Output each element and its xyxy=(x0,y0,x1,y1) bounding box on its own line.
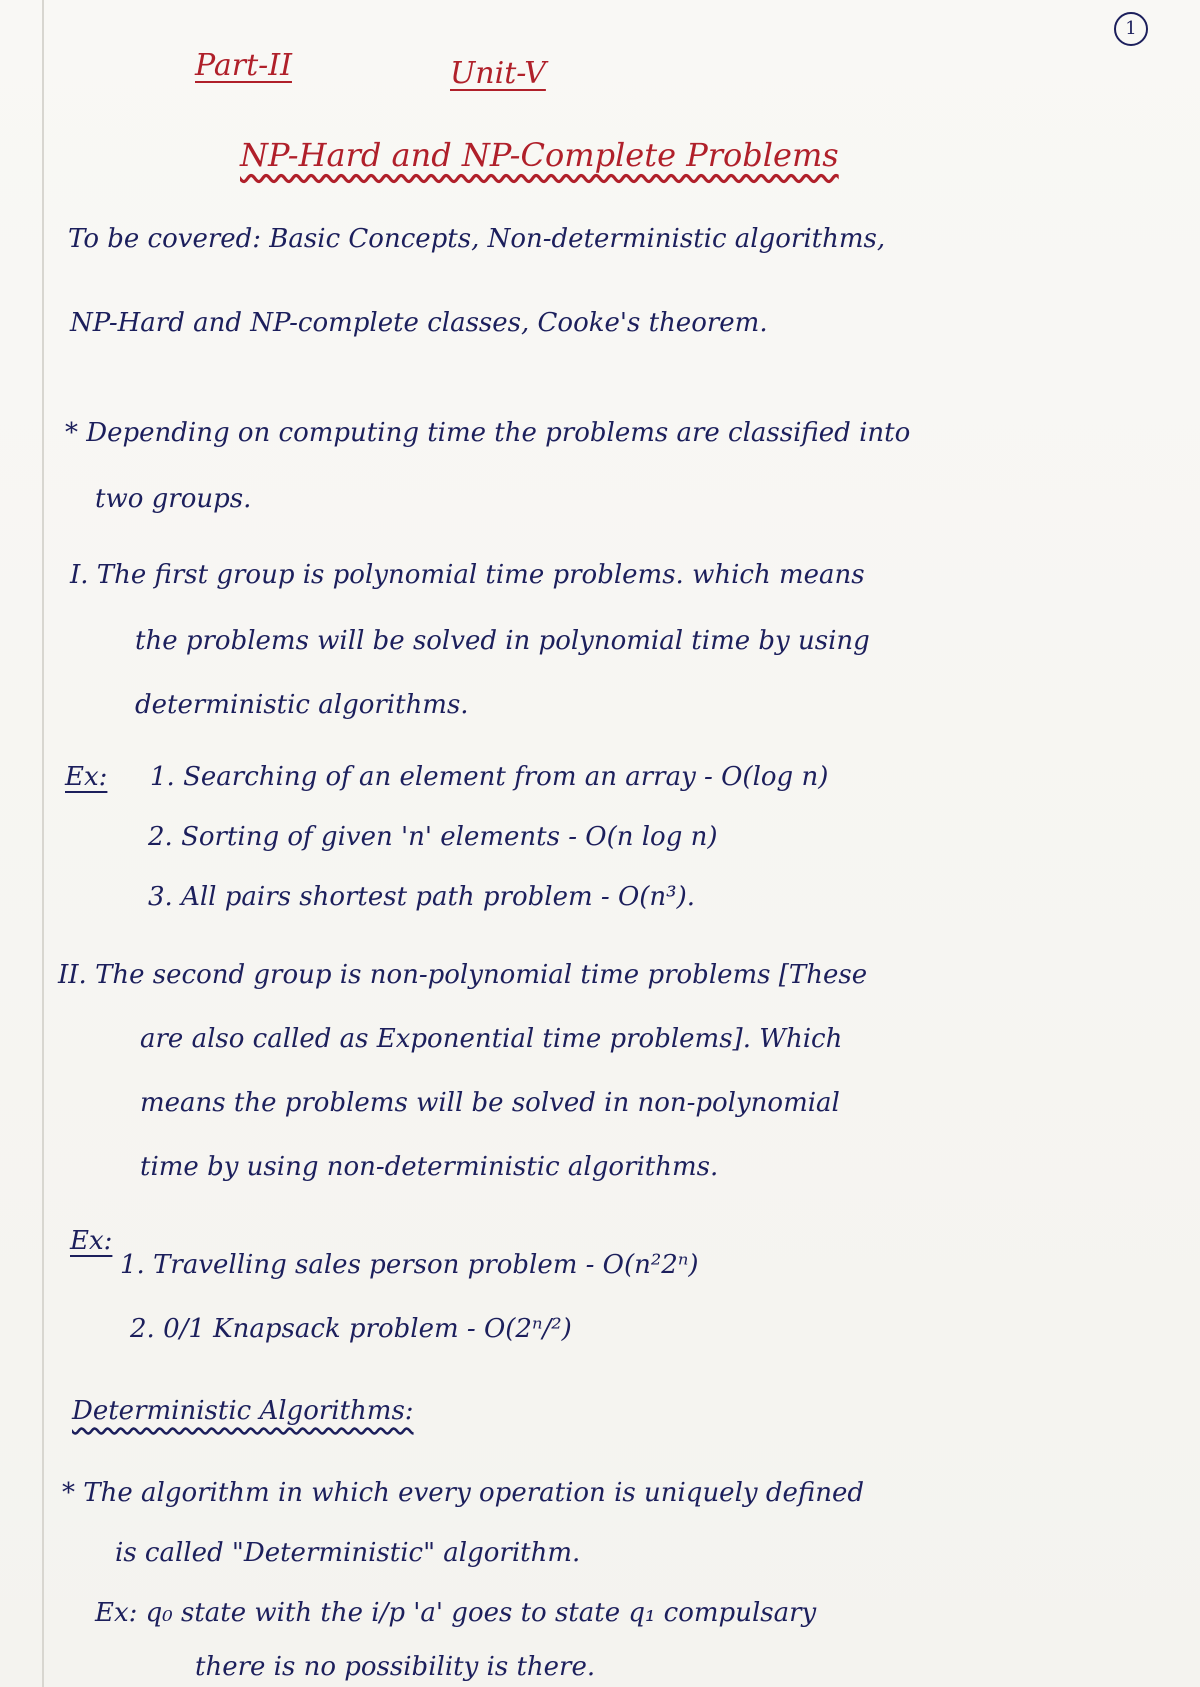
group2-line-1: II. The second group is non-polynomial time problems [These xyxy=(58,960,868,990)
group1-example-1: 1. Searching of an element from an array - O(log n) xyxy=(150,762,829,792)
group2-example-2: 2. 0/1 Knapsack problem - O(2ⁿ/²) xyxy=(130,1314,572,1344)
unit-label: Unit-V xyxy=(450,56,546,91)
deterministic-line-1: * The algorithm in which every operation is uniquely defined xyxy=(62,1478,864,1508)
covered-line-2: NP-Hard and NP-complete classes, Cooke's theorem. xyxy=(70,308,768,338)
page-title: NP-Hard and NP-Complete Problems xyxy=(240,136,839,174)
deterministic-example-line-1: Ex: q₀ state with the i/p 'a' goes to state q₁ compulsary xyxy=(95,1598,817,1628)
group2-line-4: time by using non-deterministic algorithms. xyxy=(140,1152,719,1182)
part-label: Part-II xyxy=(195,48,292,83)
group1-example-3: 3. All pairs shortest path problem - O(n³). xyxy=(148,882,695,912)
group1-example-2: 2. Sorting of given 'n' elements - O(n log n) xyxy=(148,822,718,852)
classification-line-1: * Depending on computing time the problems are classified into xyxy=(65,418,911,448)
group1-line-2: the problems will be solved in polynomial time by using xyxy=(135,626,870,656)
deterministic-line-2: is called "Deterministic" algorithm. xyxy=(115,1538,581,1568)
classification-line-2: two groups. xyxy=(95,484,252,514)
page-number: 1 xyxy=(1114,12,1148,46)
group1-line-3: deterministic algorithms. xyxy=(135,690,469,720)
group2-line-2: are also called as Exponential time problems]. Which xyxy=(140,1024,843,1054)
group2-line-3: means the problems will be solved in non-polynomial xyxy=(140,1088,840,1118)
deterministic-heading: Deterministic Algorithms: xyxy=(72,1396,414,1426)
group1-example-label: Ex: xyxy=(65,762,108,792)
margin-line xyxy=(42,0,44,1687)
covered-line-1: To be covered: Basic Concepts, Non-deterministic algorithms, xyxy=(68,224,886,254)
group1-line-1: I. The first group is polynomial time problems. which means xyxy=(70,560,865,590)
group2-example-label: Ex: xyxy=(70,1226,113,1256)
deterministic-example-line-2: there is no possibility is there. xyxy=(195,1652,596,1682)
group2-example-1: 1. Travelling sales person problem - O(n²2ⁿ) xyxy=(120,1250,699,1280)
